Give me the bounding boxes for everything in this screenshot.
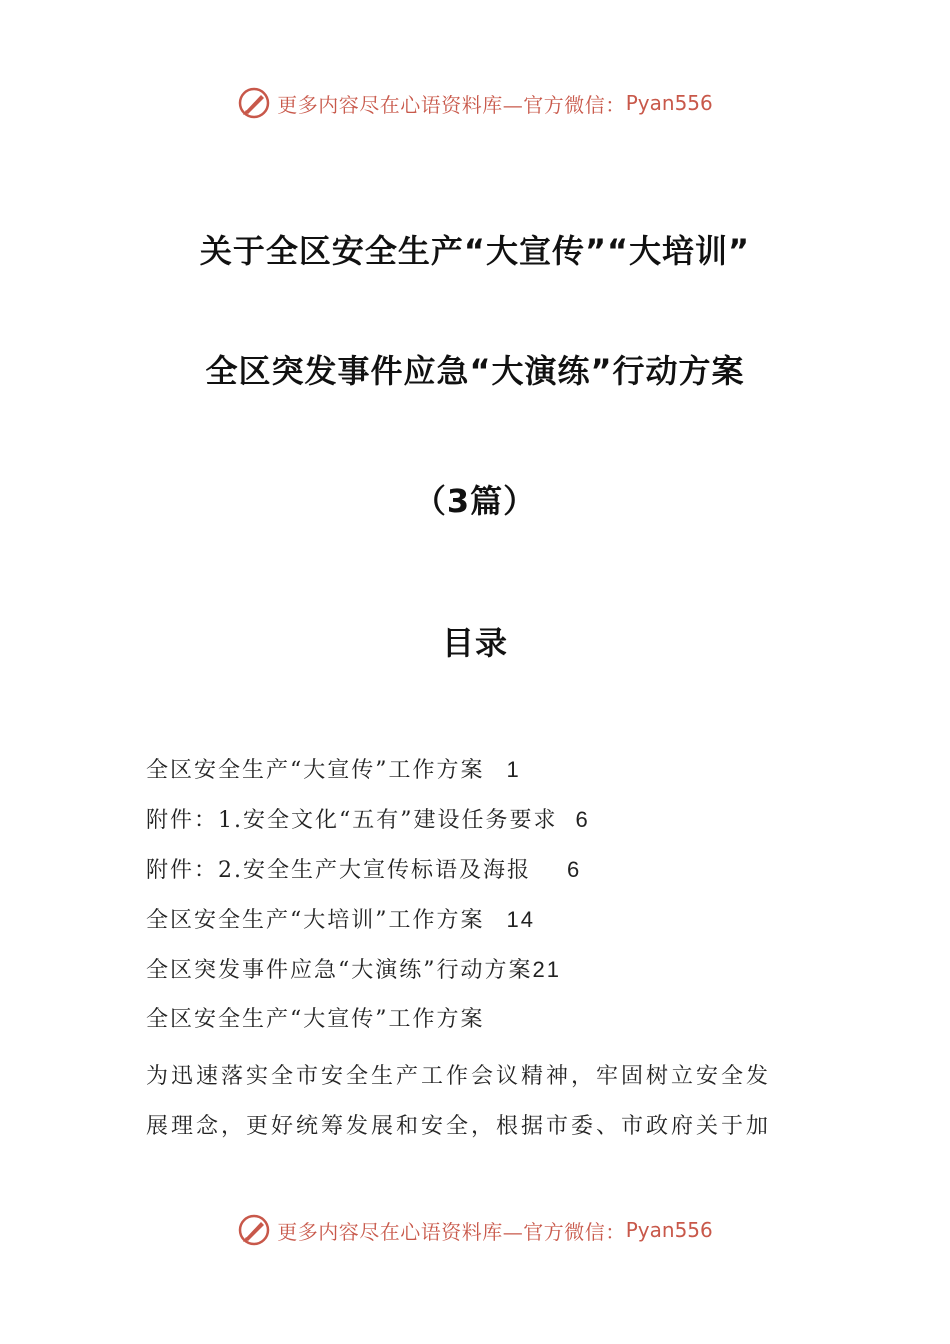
pen-logo-icon (237, 1213, 271, 1247)
toc-item-page: 6 (567, 857, 582, 882)
toc-heading: 目录 (441, 624, 508, 662)
watermark-banner-top (0, 83, 950, 123)
toc-item-label: 附件：2.安全生产大宣传标语及海报 (146, 858, 531, 883)
toc-item-label: 全区安全生产“大培训”工作方案 (146, 908, 485, 933)
toc-item[interactable] (146, 852, 826, 902)
toc-item-page: 21 (532, 957, 561, 982)
doc-title-line1: 关于全区安全生产“大宣传”“大培训” (199, 232, 751, 270)
watermark-banner-bottom (0, 1210, 950, 1250)
doc-title-line2: 全区突发事件应急“大演练”行动方案 (205, 352, 745, 390)
watermark-id: Pyan556 (625, 91, 713, 115)
toc-item[interactable] (146, 952, 826, 1002)
pen-logo-icon (237, 86, 271, 120)
toc-item-page: 1 (506, 757, 521, 782)
body-line: 展理念，更好统筹发展和安全，根据市委、市政府关于加 (146, 1114, 772, 1139)
toc-item-label: 全区安全生产“大宣传”工作方案 (146, 758, 485, 783)
toc-item-page: 14 (506, 907, 535, 932)
toc-item[interactable] (146, 802, 826, 852)
toc-item[interactable] (146, 752, 826, 802)
section-heading-label: 全区安全生产“大宣传”工作方案 (146, 1007, 485, 1032)
body-line: 为迅速落实全市安全生产工作会议精神，牢固树立安全发 (146, 1064, 772, 1089)
doc-title-count: （3篇） (413, 482, 537, 520)
toc-item-page: 6 (575, 807, 590, 832)
body-paragraph (146, 1052, 816, 1152)
watermark-id: Pyan556 (625, 1218, 713, 1242)
toc-item-label: 附件：1.安全文化“五有”建设任务要求 (146, 808, 558, 833)
section-heading (146, 1002, 826, 1052)
toc-item[interactable] (146, 902, 826, 952)
toc-item-label: 全区突发事件应急“大演练”行动方案 (146, 958, 533, 983)
watermark-text: 更多内容尽在心语资料库—官方微信： (277, 1219, 626, 1244)
table-of-contents (146, 752, 826, 1052)
watermark-text: 更多内容尽在心语资料库—官方微信： (277, 92, 626, 117)
